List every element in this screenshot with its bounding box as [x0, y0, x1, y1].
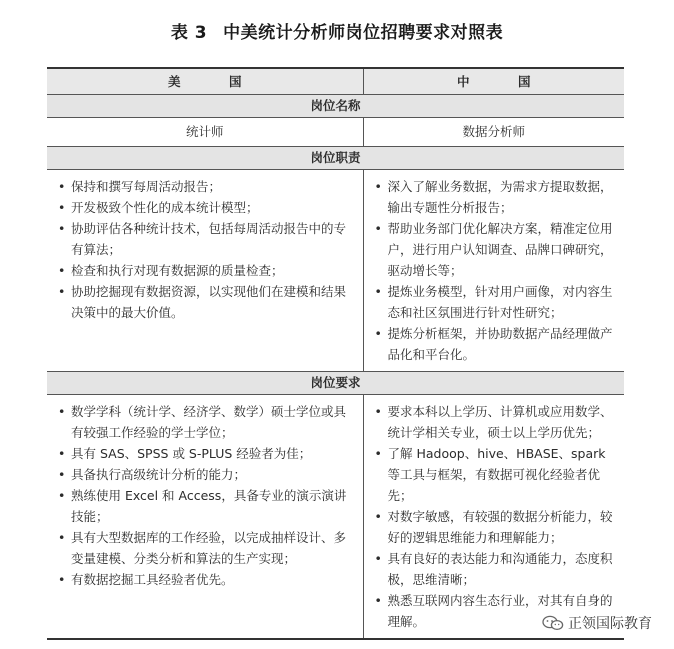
section-row-name — [47, 95, 624, 118]
section-row-duties — [47, 147, 624, 170]
duties-row — [47, 170, 624, 372]
section-title-duties: 岗位职责 — [47, 147, 624, 170]
list-item: • 要求本科以上学历、计算机或应用数学、统计学相关专业，硕士以上学历优先； — [372, 401, 615, 443]
duties-us-cell — [47, 170, 363, 372]
watermark — [542, 613, 652, 633]
list-item: • 协助挖掘现有数据资源，以实现他们在建模和结果决策中的最大价值。 — [55, 281, 353, 323]
requirements-row — [47, 395, 624, 640]
list-item: • 具有 SAS、SPSS 或 S-PLUS 经验者为佳； — [55, 443, 353, 464]
list-item: • 检查和执行对现有数据源的质量检查； — [55, 260, 353, 281]
header-us: 美 国 — [47, 68, 363, 95]
list-item: • 具有良好的表达能力和沟通能力，态度积极，思维清晰； — [372, 548, 615, 590]
requirements-cn-cell — [363, 395, 624, 640]
job-name-row — [47, 118, 624, 147]
list-item: • 具备执行高级统计分析的能力； — [55, 464, 353, 485]
list-item: • 熟练使用 Excel 和 Access，具备专业的演示演讲技能； — [55, 485, 353, 527]
list-item: • 提炼分析框架，并协助数据产品经理做产品化和平台化。 — [372, 323, 615, 365]
section-row-requirements — [47, 372, 624, 395]
duties-cn-cell — [363, 170, 624, 372]
list-item: • 数学学科（统计学、经济学、数学）硕士学位或具有较强工作经验的学士学位； — [55, 401, 353, 443]
duties-us-list — [47, 170, 363, 329]
requirements-us-list — [47, 395, 363, 596]
list-item: • 熟悉互联网内容生态行业，对其有自身的理解。 — [372, 590, 615, 632]
list-item: • 提炼业务模型，针对用户画像，对内容生态和社区氛围进行针对性研究； — [372, 281, 615, 323]
table-title — [0, 18, 674, 43]
comparison-table — [47, 67, 624, 640]
wechat-logo-icon — [542, 615, 564, 631]
section-title-name: 岗位名称 — [47, 95, 624, 118]
list-item: • 帮助业务部门优化解决方案，精准定位用户，进行用户认知调查、品牌口碑研究，驱动增长等； — [372, 218, 615, 281]
list-item: • 保持和撰写每周活动报告； — [55, 176, 353, 197]
list-item: • 协助评估各种统计技术，包括每周活动报告中的专有算法； — [55, 218, 353, 260]
duties-cn-list — [364, 170, 625, 371]
list-item: • 了解 Hadoop、hive、HBASE、spark 等工具与框架，有数据可视化经验者优先； — [372, 443, 615, 506]
table-number: 表 3 — [170, 23, 208, 43]
table-title-text: 中美统计分析师岗位招聘要求对照表 — [223, 23, 504, 43]
requirements-cn-list — [364, 395, 625, 638]
list-item: • 深入了解业务数据，为需求方提取数据，输出专题性分析报告； — [372, 176, 615, 218]
list-item: • 有数据挖掘工具经验者优先。 — [55, 569, 353, 590]
header-row — [47, 68, 624, 95]
header-cn: 中 国 — [363, 68, 624, 95]
job-name-us: 统计师 — [47, 118, 363, 147]
list-item: • 具有大型数据库的工作经验，以完成抽样设计、多变量建模、分类分析和算法的生产实现； — [55, 527, 353, 569]
section-title-requirements: 岗位要求 — [47, 372, 624, 395]
list-item: • 开发极致个性化的成本统计模型； — [55, 197, 353, 218]
requirements-us-cell — [47, 395, 363, 640]
list-item: • 对数字敏感，有较强的数据分析能力，较好的逻辑思维能力和理解能力； — [372, 506, 615, 548]
watermark-text: 正领国际教育 — [568, 616, 652, 632]
job-name-cn: 数据分析师 — [363, 118, 624, 147]
